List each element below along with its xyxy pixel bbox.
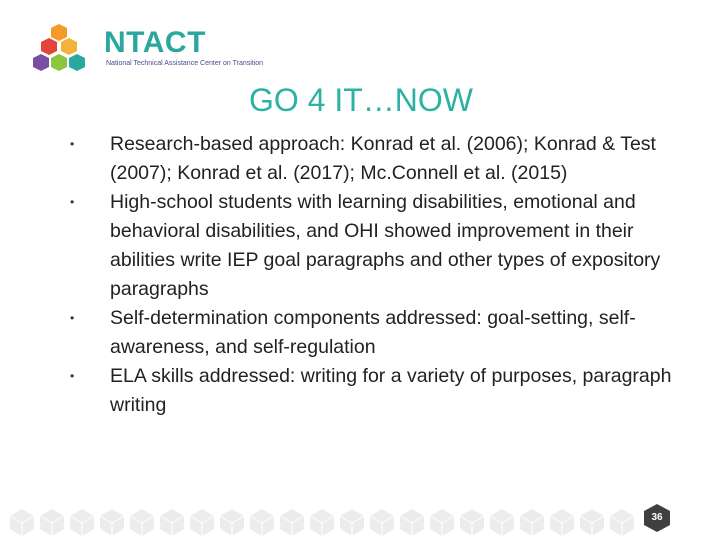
logo-subtitle: National Technical Assistance Center on Transition xyxy=(106,60,264,67)
ntact-logo xyxy=(32,22,302,82)
bullet-marker: • xyxy=(70,369,75,383)
bullet-item xyxy=(60,304,672,362)
bullet-text: High-school students with learning disabilities, emotional and behavioral disabilities, and OHI showed improvement in their abilities write IEP goal paragraphs and other types of expository paragraphs xyxy=(110,191,661,300)
bullet-item xyxy=(60,130,672,188)
bullet-list xyxy=(60,130,672,420)
logo-wordmark: NTACT xyxy=(104,26,206,59)
bullet-marker: • xyxy=(70,137,75,151)
bullet-marker: • xyxy=(70,195,75,209)
slide-title: GO 4 IT…NOW xyxy=(249,82,473,118)
bullet-item xyxy=(60,362,672,420)
bullet-text: Self-determination components addressed: goal-setting, self-awareness, and self-regulation xyxy=(110,307,636,358)
page-number: 36 xyxy=(651,512,663,523)
bullet-marker: • xyxy=(70,311,75,325)
cube-cluster-icon xyxy=(32,22,102,82)
footer-cube-pattern xyxy=(0,492,720,540)
decorative-cubes xyxy=(10,509,634,536)
bullet-item xyxy=(60,188,672,304)
bullet-text: Research-based approach: Konrad et al. (2006); Konrad & Test (2007); Konrad et al. (2017); Mc.Connell et al. (2015) xyxy=(110,133,656,184)
bullet-text: ELA skills addressed: writing for a variety of purposes, paragraph writing xyxy=(110,365,672,416)
